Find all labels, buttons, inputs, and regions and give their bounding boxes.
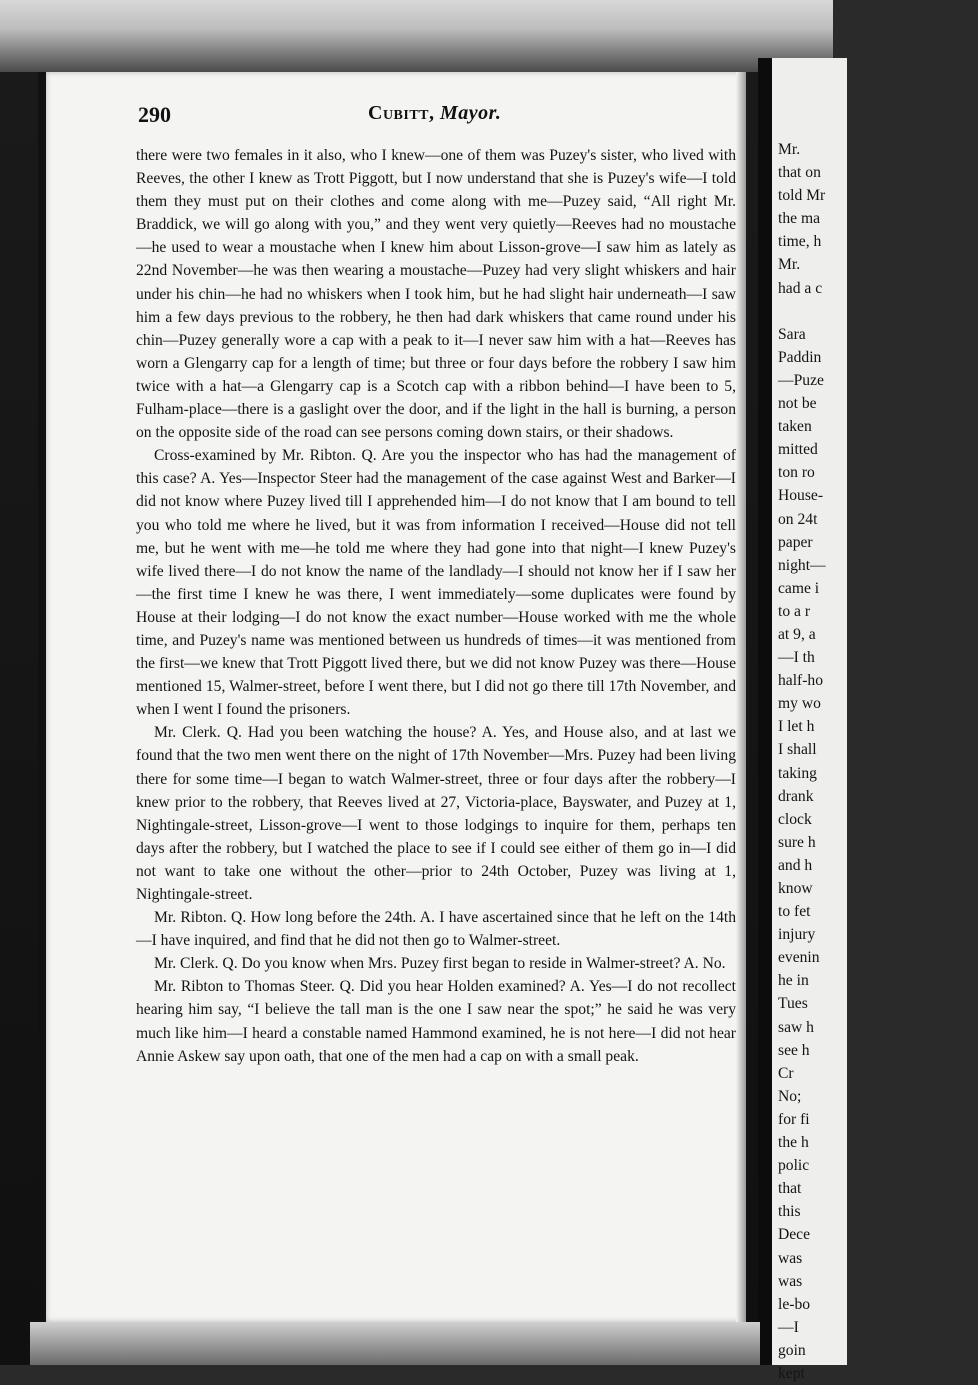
running-head: [368, 102, 501, 125]
right-page-line: know: [778, 880, 813, 897]
right-page-line: for fi: [778, 1110, 810, 1128]
right-page-line: Sara: [778, 325, 806, 343]
right-page-line: drank: [778, 787, 814, 805]
right-page-line: my wo: [778, 695, 821, 713]
right-page-text: [778, 138, 978, 1385]
right-page-line: and h: [778, 856, 813, 874]
running-head-name: Cubitt,: [368, 102, 435, 124]
left-page: [38, 72, 746, 1322]
paragraph-1: there were two females in it also, who I knew—one of them was Puzey's sister, who lived with Reeves, the other I knew as Trott Piggott, but I now understand that she is Puzey's wife—I told them they must put on their clothes and come along with me—Puzey said, “All right Mr. Braddick, we will go along with you,” and they went very quietly—Reeves had no moustache—he used to wear a moustache when I knew him about Lisson-grove—I saw him as lately as 22nd November—he was then wearing a moustache—Puzey had very slight whiskers and hair under his chin—he had no whiskers when I took him, but he had slight hair underneath—I saw him a few days previous to the robbery, he then had dark whiskers that came round under his chin—Puzey generally wore a cap with a peak to it—I never saw him with a hat—Reeves has worn a Glengarry cap for a length of time; but three or four days before the robbery I saw him twice with a hat—a Glengarry cap is a Scotch cap with a ribbon behind—I have been to 5, Fulham-place—there is a gaslight over the door, and if the light in the hall is burning, a person on the opposite side of the road can see persons coming down stairs, or their shadows.: [136, 147, 736, 442]
right-page-line: he in: [778, 972, 809, 990]
right-page-line: at 9, a: [778, 625, 816, 643]
right-page-line: Mr.: [778, 141, 801, 158]
right-page-line: was: [778, 1272, 803, 1290]
paragraph-4: Mr. Ribton. Q. How long before the 24th. A. I have ascertained since that he left on the 14th—I have inquired, and find that he did not then go to Walmer-street.: [136, 909, 736, 950]
right-page-line: Paddin: [778, 348, 822, 366]
right-page-line: Dece: [778, 1226, 811, 1244]
right-page-line: [778, 300, 978, 323]
right-page-line: —I th: [778, 649, 815, 667]
right-page-line: le-bo: [778, 1295, 811, 1313]
paragraph-3: Mr. Clerk. Q. Had you been watching the house? A. Yes, and House also, and at last we found that the two men went there on the night of 17th November—Mrs. Puzey had been living there for some time—I began to watch Walmer-street, three or four days after the robbery—I knew prior to the robbery, that Reeves lived at 27, Victoria-place, Bayswater, and Puzey at 1, Nightingale-street, Lisson-grove—I went to those lodgings to inquire for them, perhaps ten days after the robbery, but I watched the place to see if I could see either of them go in—I did not want to take one without the other—prior to 24th October, Puzey was living at 1, Nightingale-street.: [136, 724, 736, 903]
right-page-line: the ma: [778, 210, 820, 228]
paragraph-2: Cross-examined by Mr. Ribton. Q. Are you the inspector who has had the management of this case? A. Yes—Inspector Steer had the management of the case against West and Barker—I did not know where Puzey lived till I apprehended him—I do not know that I am bound to tell you who told me where he lived, but it was from information I received—House did not tell me, but he went with me—he told me where they had gone into that night—I knew Puzey's wife lived there—I do not know the name of the landlady—I should not know her if I saw her—the first time I knew he was there, I went immediately—some duplicates were found by House at their lodging—I do not know the exact number—House worked with me the whole time, and Puzey's name was mentioned between us hundreds of times—it was mentioned from the first—we knew that Trott Piggott lived there, but we did not know Puzey was there—House mentioned 15, Walmer-street, before I went there, but I did not go there till 17th November, and when I went I found the prisoners.: [136, 447, 736, 719]
right-page-line: that: [778, 1180, 802, 1198]
right-page-line: see h: [778, 1041, 810, 1059]
right-page-line: evenin: [778, 949, 820, 967]
right-page-line: —Puze: [778, 371, 824, 389]
right-page-line: taking: [778, 764, 817, 782]
page-gutter-shadow: [736, 72, 746, 1322]
right-page-line: this: [778, 1203, 801, 1221]
right-page-line: goin: [778, 1341, 806, 1359]
paragraph-5: Mr. Clerk. Q. Do you know when Mrs. Puzey first began to reside in Walmer-street? A. No.: [154, 955, 726, 973]
right-page-line: ton ro: [778, 464, 815, 482]
right-page-line: sure h: [778, 833, 816, 851]
right-page-line: saw h: [778, 1018, 814, 1036]
right-page-line: mitted: [778, 441, 818, 459]
right-page-line: came i: [778, 579, 820, 597]
right-page-line: I let h: [778, 718, 815, 736]
right-page-line: injury: [778, 926, 816, 944]
paragraph-6: Mr. Ribton to Thomas Steer. Q. Did you hear Holden examined? A. Yes—I do not recollect hearing him say, “I believe the tall man is the one I saw near the spot;” he said he was very much like him—I heard a constable named Hammond examined, he is not here—I did not hear Annie Askew say upon oath, that one of the men had a cap on with a small peak.: [136, 978, 736, 1065]
right-page-line: paper: [778, 533, 813, 551]
right-page-line: that on: [778, 164, 821, 182]
right-page-line: told Mr: [778, 187, 826, 205]
page-number: 290: [138, 102, 171, 127]
running-head-title: Mayor.: [440, 102, 502, 124]
right-page-line: —I: [778, 1318, 799, 1336]
right-page-line: taken: [778, 418, 812, 436]
scan-top-edge: [0, 0, 833, 72]
right-page: [758, 58, 847, 1382]
right-page-line: the h: [778, 1134, 809, 1152]
scan-bottom-edge: [30, 1322, 760, 1365]
body-text: [136, 144, 736, 1068]
right-page-line: Mr.: [778, 256, 801, 274]
right-page-line: had a c: [778, 279, 823, 297]
right-page-line: on 24t: [778, 510, 818, 528]
right-page-line: clock: [778, 810, 812, 828]
right-page-line: I shall: [778, 741, 817, 759]
right-page-line: to a r: [778, 602, 811, 620]
right-page-line: House-: [778, 487, 824, 505]
right-page-line: kept: [778, 1364, 805, 1382]
right-page-line: No;: [778, 1087, 802, 1105]
right-page-line: time, h: [778, 233, 822, 251]
right-page-line: night—: [778, 556, 826, 574]
right-page-line: not be: [778, 395, 817, 413]
right-page-line: was: [778, 1249, 803, 1267]
right-page-line: half-ho: [778, 672, 824, 690]
right-page-line: polic: [778, 1157, 810, 1175]
right-page-line: Cr: [778, 1064, 794, 1082]
right-page-line: Tues: [778, 995, 808, 1013]
right-page-line: to fet: [778, 903, 811, 921]
